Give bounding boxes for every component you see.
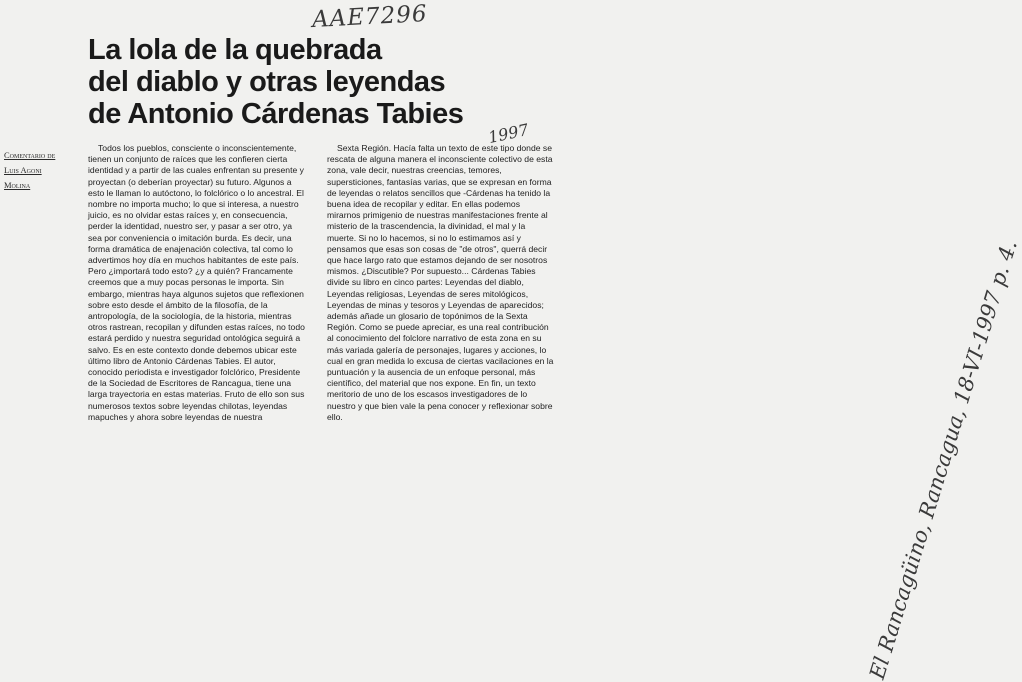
byline-line-2: Luis Agoni <box>4 165 42 175</box>
byline-line-3: Molina <box>4 180 31 190</box>
article-headline <box>88 34 508 130</box>
handwritten-catalog-code: AAE7296 <box>311 0 429 34</box>
byline-line-1: Comentario de <box>4 150 56 160</box>
column-1-text: Todos los pueblos, consciente o inconscientemente, tienen un conjunto de raíces que les confieren cierta identidad y a partir de las cuales enfrentan su presente y proyectan (o deberían proyectar) su futuro. Algunos a esto le llaman lo autóctono, lo folclórico o lo ancestral. El nombre no importa mucho; lo que si interesa, a nuestro juicio, es no olvidar estas raíces y, en consecuencia, perder la identidad, nuestro ser, y pasar a ser otro, ya sea por conveniencia o imitación burda. Es decir, una forma dramática de enajenación colectiva, tal como lo advertimos hoy día en muchos habitantes de este país. Pero ¿importará todo esto? ¿y a quién? Francamente creemos que a muy pocas personas le importa. Sin embargo, mientras haya algunos sujetos que reflexionen sobre esto desde el ámbito de la filosofía, de la antropología, de la sociología, de la historia, mientras otros rastrean, recopilan y difunden estas raíces, no todo estará perdido y nuestra seguridad ontológica seguirá a salvo. Es en este contexto donde debemos ubicar este último libro de Antonio Cárdenas Tabies. El autor, conocido periodista e investigador folclórico, Presidente de la Sociedad de Escritores de Rancagua, tiene una larga trayectoria en estas materias. Fruto de ello son sus numerosos textos sobre leyendas chilotas, leyendas mapuches y ahora sobre leyendas de nuestra <box>88 143 305 422</box>
column-2-text: Sexta Región. Hacía falta un texto de este tipo donde se rescata de alguna manera el inconsciente colectivo de esta zona, vale decir, nuestras creencias, temores, supersticiones, fantasías varias, que se expresan en forma de leyendas o relatos sencillos que -Cárdenas ha tenido la buena idea de recopilar y editar. En ellas podemos mirarnos primigenio de nuestras manifestaciones frente al misterio de la trascendencia, la divinidad, el mal y la muerte. Si no lo hacemos, si no lo estimamos así y pensamos que esas son cosas de "de otros", querrá decir que hace largo rato que estamos dejando de ser nosotros mismos. ¿Discutible? Por supuesto... Cárdenas Tabies divide su libro en cinco partes: Leyendas del diablo, Leyendas religiosas, Leyendas de seres mitológicos, Leyendas de minas y tesoros y Leyendas de aparecidos; además añade un glosario de topónimos de la Sexta Región. Como se puede apreciar, es una real contribución al conocimiento del folclore narrativo de esta zona en su más variada galería de personajes, lugares y acciones, lo cual en gran medida lo excusa de ciertas vacilaciones en la puntuación y la ausencia de un enfoque personal, más científico, del material que nos expone. En fin, un texto meritorio de uno de los escasos investigadores de lo nuestro y que bien vale la pena conocer y reflexionar sobre ello. <box>327 143 554 422</box>
headline-line-3: de Antonio Cárdenas Tabies <box>88 98 464 130</box>
article-column-2 <box>327 143 555 423</box>
article-column-1 <box>88 143 308 423</box>
handwritten-margin-note: El Rancagüino, Rancagua, 18-VI-1997 p. 4. <box>865 237 1022 682</box>
article-byline <box>4 148 82 193</box>
headline-line-1: La lola de la quebrada <box>88 34 382 66</box>
headline-line-2: del diablo y otras leyendas <box>88 66 446 98</box>
handwritten-year: 1997 <box>486 119 531 148</box>
